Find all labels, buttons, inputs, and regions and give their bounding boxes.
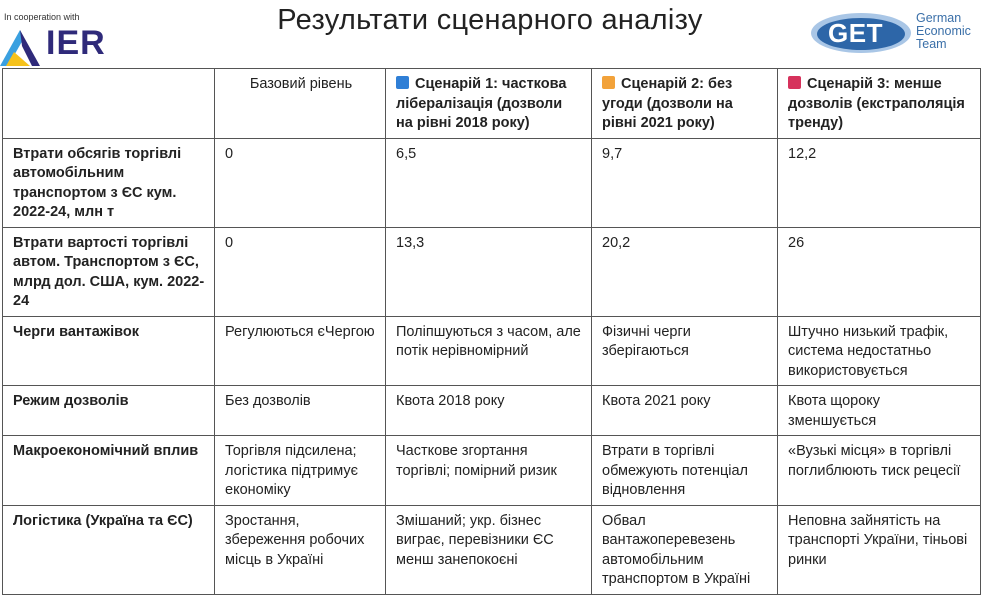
cell-scenario-1: 6,5: [386, 138, 592, 227]
ier-wordmark: IER: [46, 24, 106, 62]
header-scenario-3-label: Сценарій 3: менше дозволів (екстраполяція тренду): [788, 76, 965, 131]
cell-scenario-3: 26: [778, 227, 981, 316]
cell-scenario-2: Втрати в торгівлі обмежують потенціал відновлення: [592, 436, 778, 506]
cell-base: Зростання, збереження робочих місць в Україні: [215, 505, 386, 594]
cell-base: 0: [215, 138, 386, 227]
get-logo: [808, 10, 980, 60]
table-row: [3, 505, 981, 594]
cell-scenario-3: Неповна зайнятість на транспорті України, тіньові ринки: [778, 505, 981, 594]
cell-scenario-1: Квота 2018 року: [386, 386, 592, 436]
table-header-row: [3, 69, 981, 139]
table-row: [3, 316, 981, 386]
row-label: Логістика (Україна та ЄС): [3, 505, 215, 594]
orange-square-icon: [602, 76, 615, 89]
row-label: Втрати вартості торгівлі автом. Транспортом з ЄС, млрд дол. США, кум. 2022-24: [3, 227, 215, 316]
cell-scenario-3: «Вузькі місця» в торгівлі поглиблюють тиск рецесії: [778, 436, 981, 506]
cell-scenario-2: Обвал вантажоперевезень автомобільним транспортом в Україні: [592, 505, 778, 594]
cell-base: Без дозволів: [215, 386, 386, 436]
header-scenario-1-label: Сценарій 1: часткова лібералізація (дозволи на рівні 2018 року): [396, 76, 567, 131]
get-name-line: Team: [916, 37, 947, 51]
table-row: [3, 386, 981, 436]
cooperation-caption: In cooperation with: [4, 12, 80, 22]
cell-scenario-2: Фізичні черги зберігаються: [592, 316, 778, 386]
cell-scenario-2: Квота 2021 року: [592, 386, 778, 436]
cell-base: 0: [215, 227, 386, 316]
blue-square-icon: [396, 76, 409, 89]
cell-base: Торгівля підсилена; логістика підтримує економіку: [215, 436, 386, 506]
cell-scenario-3: Штучно низький трафік, система недостатньо використовується: [778, 316, 981, 386]
cell-scenario-2: 9,7: [592, 138, 778, 227]
page-title: Результати сценарного аналізу: [277, 4, 703, 36]
cell-scenario-1: Поліпшуються з часом, але потік нерівномірний: [386, 316, 592, 386]
get-wordmark: GET: [828, 18, 883, 48]
table-row: [3, 436, 981, 506]
header-empty-cell: [3, 69, 215, 139]
get-name-line: German: [916, 11, 962, 25]
header-scenario-2: [592, 69, 778, 139]
cell-scenario-1: 13,3: [386, 227, 592, 316]
cell-scenario-3: Квота щороку зменшується: [778, 386, 981, 436]
get-name-line: Economic: [916, 24, 971, 38]
cell-base: Регулюються єЧергою: [215, 316, 386, 386]
row-label: Макроекономічний вплив: [3, 436, 215, 506]
red-square-icon: [788, 76, 801, 89]
row-label: Режим дозволів: [3, 386, 215, 436]
cell-scenario-2: 20,2: [592, 227, 778, 316]
table-row: [3, 227, 981, 316]
cell-scenario-1: Часткове згортання торгівлі; помірний ризик: [386, 436, 592, 506]
header-scenario-2-label: Сценарій 2: без угоди (дозволи на рівні 2021 року): [602, 76, 733, 131]
row-label: Черги вантажівок: [3, 316, 215, 386]
get-full-name: [916, 12, 971, 51]
header-scenario-1: [386, 69, 592, 139]
header-scenario-3: [778, 69, 981, 139]
row-label: Втрати обсягів торгівлі автомобільним транспортом з ЄС кум. 2022-24, млн т: [3, 138, 215, 227]
cell-scenario-1: Змішаний; укр. бізнес виграє, перевізники ЄС менш занепокоєні: [386, 505, 592, 594]
scenario-table: [2, 68, 981, 595]
table-row: [3, 138, 981, 227]
cell-scenario-3: 12,2: [778, 138, 981, 227]
header-base: Базовий рівень: [215, 69, 386, 139]
